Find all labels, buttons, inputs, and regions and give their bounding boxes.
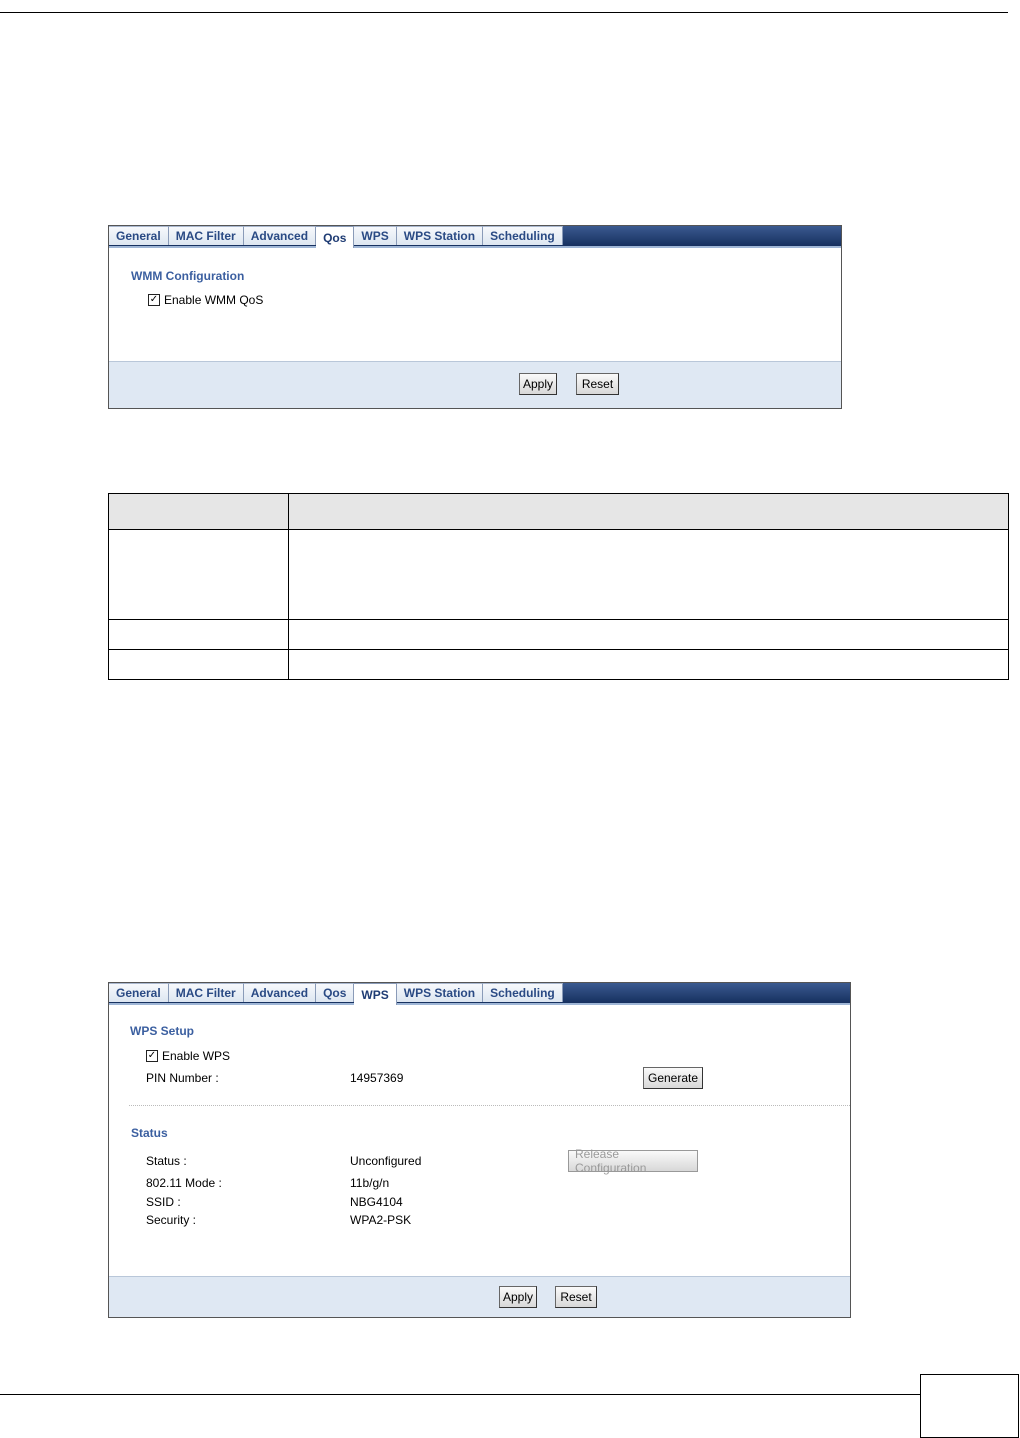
table-cell [289, 650, 1009, 680]
table-cell [289, 620, 1009, 650]
table-cell [109, 530, 289, 620]
page-bottom-rule [0, 1394, 920, 1395]
wps-footer [109, 1276, 850, 1317]
section-divider [129, 1105, 850, 1106]
table-cell [289, 530, 1009, 620]
qos-panel [108, 225, 842, 409]
release-configuration-button[interactable]: Release Configuration [568, 1150, 698, 1172]
enable-wps-label: Enable WPS [162, 1049, 231, 1063]
tab-advanced[interactable]: Advanced [244, 983, 316, 1002]
enable-wps-checkbox[interactable]: ✓ [147, 1050, 157, 1061]
tab-scheduling[interactable]: Scheduling [483, 226, 563, 245]
pin-number-value: 14957369 [350, 1071, 404, 1085]
tab-mac-filter[interactable]: MAC Filter [169, 983, 244, 1002]
enable-wps-row [146, 1049, 230, 1063]
tab-wps-station[interactable]: WPS Station [397, 226, 483, 245]
table-header-cell [109, 494, 289, 530]
status-section-title: Status [131, 1126, 168, 1140]
wps-reset-button[interactable]: Reset [555, 1286, 597, 1308]
page-top-rule [0, 12, 1008, 13]
mode-value: 11b/g/n [350, 1176, 390, 1190]
wps-setup-title: WPS Setup [130, 1024, 195, 1038]
tab-wps[interactable]: WPS [354, 983, 396, 1005]
tab-advanced[interactable]: Advanced [244, 226, 316, 245]
status-value: Unconfigured [350, 1154, 422, 1168]
qos-reset-button[interactable]: Reset [576, 373, 619, 395]
table-cell [109, 620, 289, 650]
pin-number-label: PIN Number : [146, 1071, 219, 1085]
enable-wmm-checkbox[interactable]: ✓ [149, 294, 159, 305]
wps-panel [108, 982, 851, 1318]
mode-label: 802.11 Mode : [146, 1176, 222, 1190]
tab-qos[interactable]: Qos [316, 226, 354, 248]
wps-tab-bar [109, 983, 850, 1005]
page-number-box [920, 1374, 1019, 1438]
status-label: Status : [146, 1154, 187, 1168]
ssid-value: NBG4104 [350, 1195, 403, 1209]
qos-footer [109, 361, 841, 408]
tab-wps[interactable]: WPS [354, 226, 396, 245]
wmm-configuration-title: WMM Configuration [131, 269, 245, 283]
enable-wmm-label: Enable WMM QoS [164, 293, 264, 307]
generate-button[interactable]: Generate [643, 1067, 703, 1089]
ssid-label: SSID : [146, 1195, 181, 1209]
description-table [108, 493, 1009, 680]
security-value: WPA2-PSK [350, 1213, 412, 1227]
table-cell [109, 650, 289, 680]
tab-general[interactable]: General [109, 226, 169, 245]
table-row [109, 620, 1009, 650]
security-label: Security : [146, 1213, 197, 1227]
qos-tab-bar [109, 226, 841, 248]
qos-apply-button[interactable]: Apply [519, 373, 557, 395]
table-row [109, 530, 1009, 620]
tab-scheduling[interactable]: Scheduling [483, 983, 563, 1002]
tab-qos[interactable]: Qos [316, 983, 354, 1002]
tab-general[interactable]: General [109, 983, 169, 1002]
wps-apply-button[interactable]: Apply [499, 1286, 537, 1308]
table-row [109, 650, 1009, 680]
tab-wps-station[interactable]: WPS Station [397, 983, 483, 1002]
enable-wmm-row [148, 293, 263, 307]
table-header-row [109, 494, 1009, 530]
tab-mac-filter[interactable]: MAC Filter [169, 226, 244, 245]
table-header-cell [289, 494, 1009, 530]
